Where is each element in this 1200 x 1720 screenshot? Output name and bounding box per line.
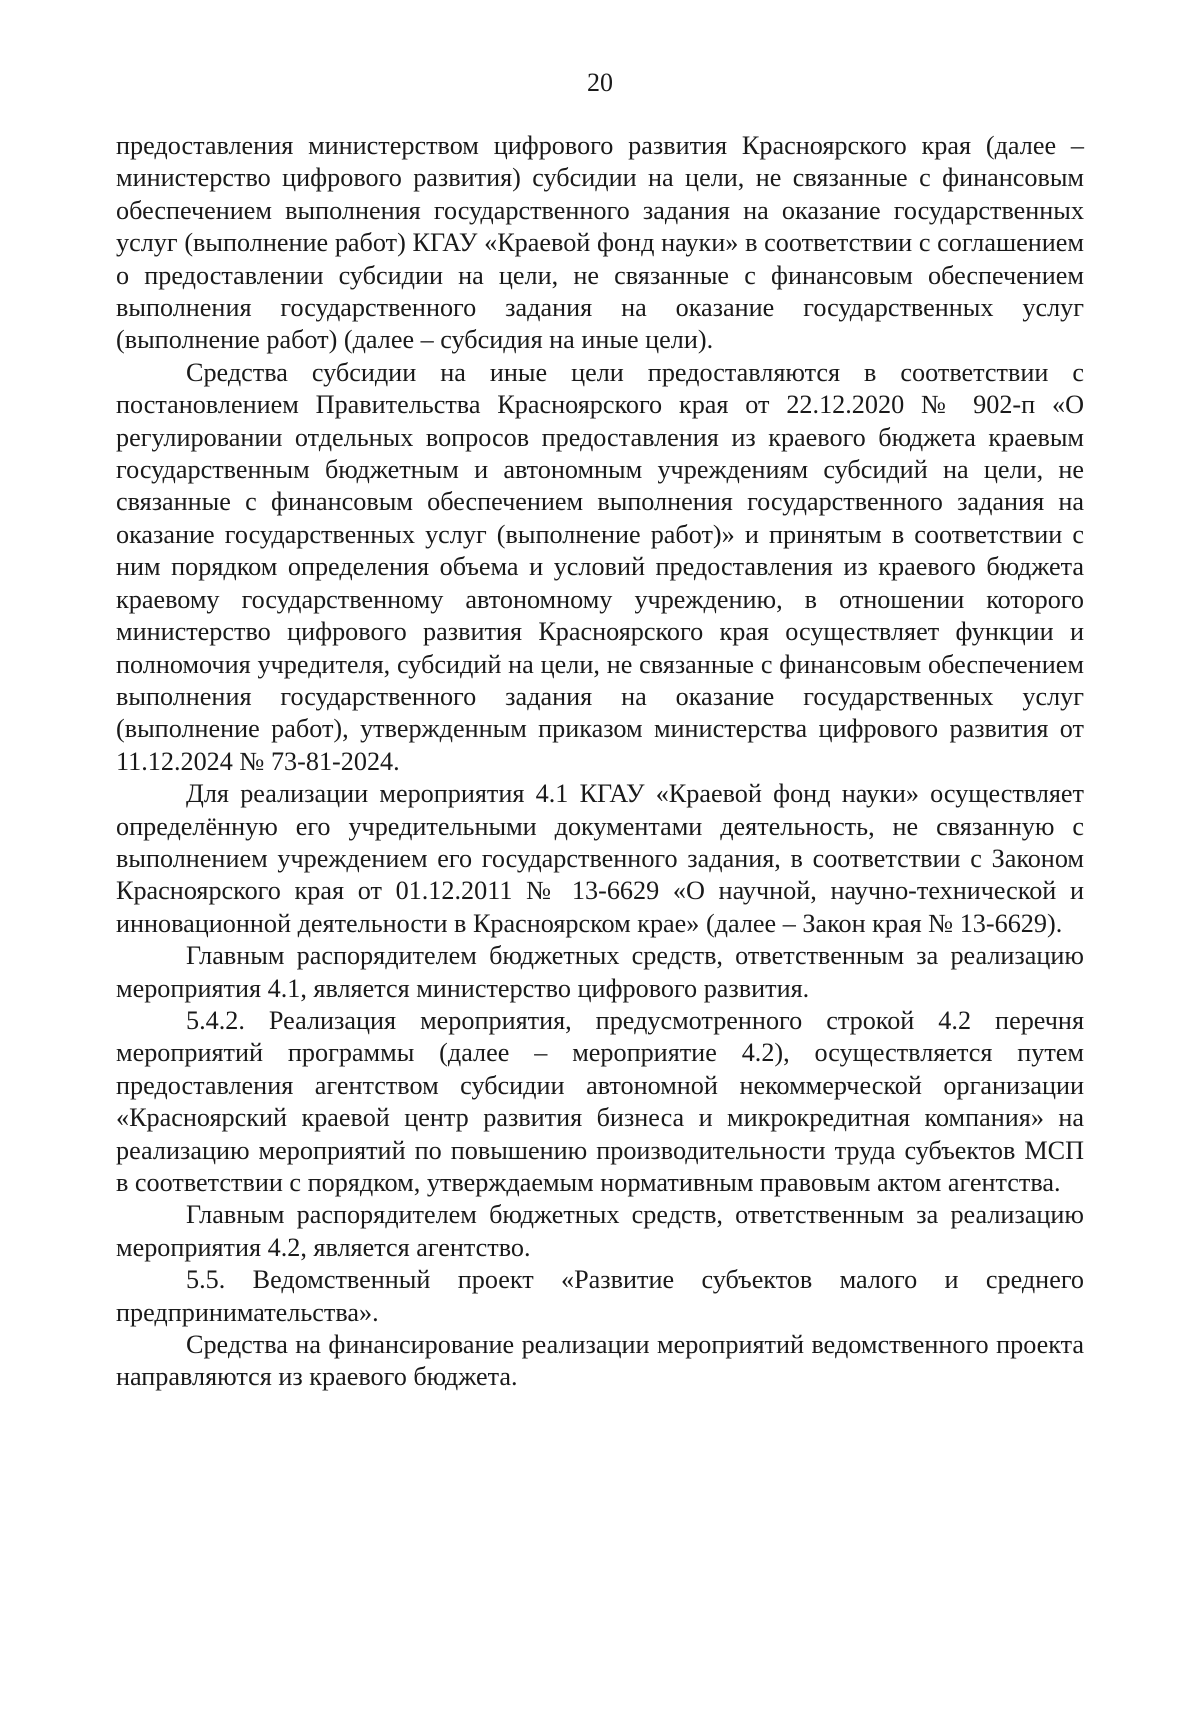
paragraph-8: Средства на финансирование реализации мероприятий ведомственного проекта направляются из краевого бюджета.	[116, 1330, 1084, 1392]
paragraph-7: 5.5. Ведомственный проект «Развитие субъектов малого и среднего предпринимательства».	[116, 1265, 1084, 1327]
document-body	[116, 130, 1084, 1394]
paragraph-5: 5.4.2. Реализация мероприятия, предусмотренного строкой 4.2 перечня мероприятий программы (далее – мероприятие 4.2), осуществляется путем предоставления агентством субсидии автономной некоммерческой организации «Красноярский краевой центр развития бизнеса и микрокредитная компания» на реализацию мероприятий по повышению производительности труда субъектов МСП в соответствии с порядком, утверждаемым нормативным правовым актом агентства.	[116, 1005, 1084, 1197]
paragraph-6: Главным распорядителем бюджетных средств, ответственным за реализацию мероприятия 4.2, является агентство.	[116, 1200, 1084, 1262]
paragraph-1: предоставления министерством цифрового развития Красноярского края (далее – министерство цифрового развития) субсидии на цели, не связанные с финансовым обеспечением выполнения государственного задания на оказание государственных услуг (выполнение работ) КГАУ «Краевой фонд науки» в соответствии с соглашением о предоставлении субсидии на цели, не связанные с финансовым обеспечением выполнения государственного задания на оказание государственных услуг (выполнение работ) (далее – субсидия на иные цели).	[116, 131, 1084, 355]
paragraph-4: Главным распорядителем бюджетных средств, ответственным за реализацию мероприятия 4.1, является министерство цифрового развития.	[116, 941, 1084, 1003]
paragraph-2: Средства субсидии на иные цели предоставляются в соответствии с постановлением Правительства Красноярского края от 22.12.2020 № 902-п «О регулировании отдельных вопросов предоставления из краевого бюджета краевым государственным бюджетным и автономным учреждениям субсидий на цели, не связанные с финансовым обеспечением выполнения государственного задания на оказание государственных услуг (выполнение работ)» и принятым в соответствии с ним порядком определения объема и условий предоставления из краевого бюджета краевому государственному автономному учреждению, в отношении которого министерство цифрового развития Красноярского края осуществляет функции и полномочия учредителя, субсидий на цели, не связанные с финансовым обеспечением выполнения государственного задания на оказание государственных услуг (выполнение работ), утвержденным приказом министерства цифрового развития от 11.12.2024 № 73-81-2024.	[116, 357, 1084, 776]
page-number: 20	[587, 68, 613, 97]
paragraph-3: Для реализации мероприятия 4.1 КГАУ «Краевой фонд науки» осуществляет определённую его учредительными документами деятельность, не связанную с выполнением учреждением его государственного задания, в соответствии с Законом Красноярского края от 01.12.2011 № 13-6629 «О научной, научно-технической и инновационной деятельности в Красноярском крае» (далее – Закон края № 13-6629).	[116, 779, 1084, 938]
